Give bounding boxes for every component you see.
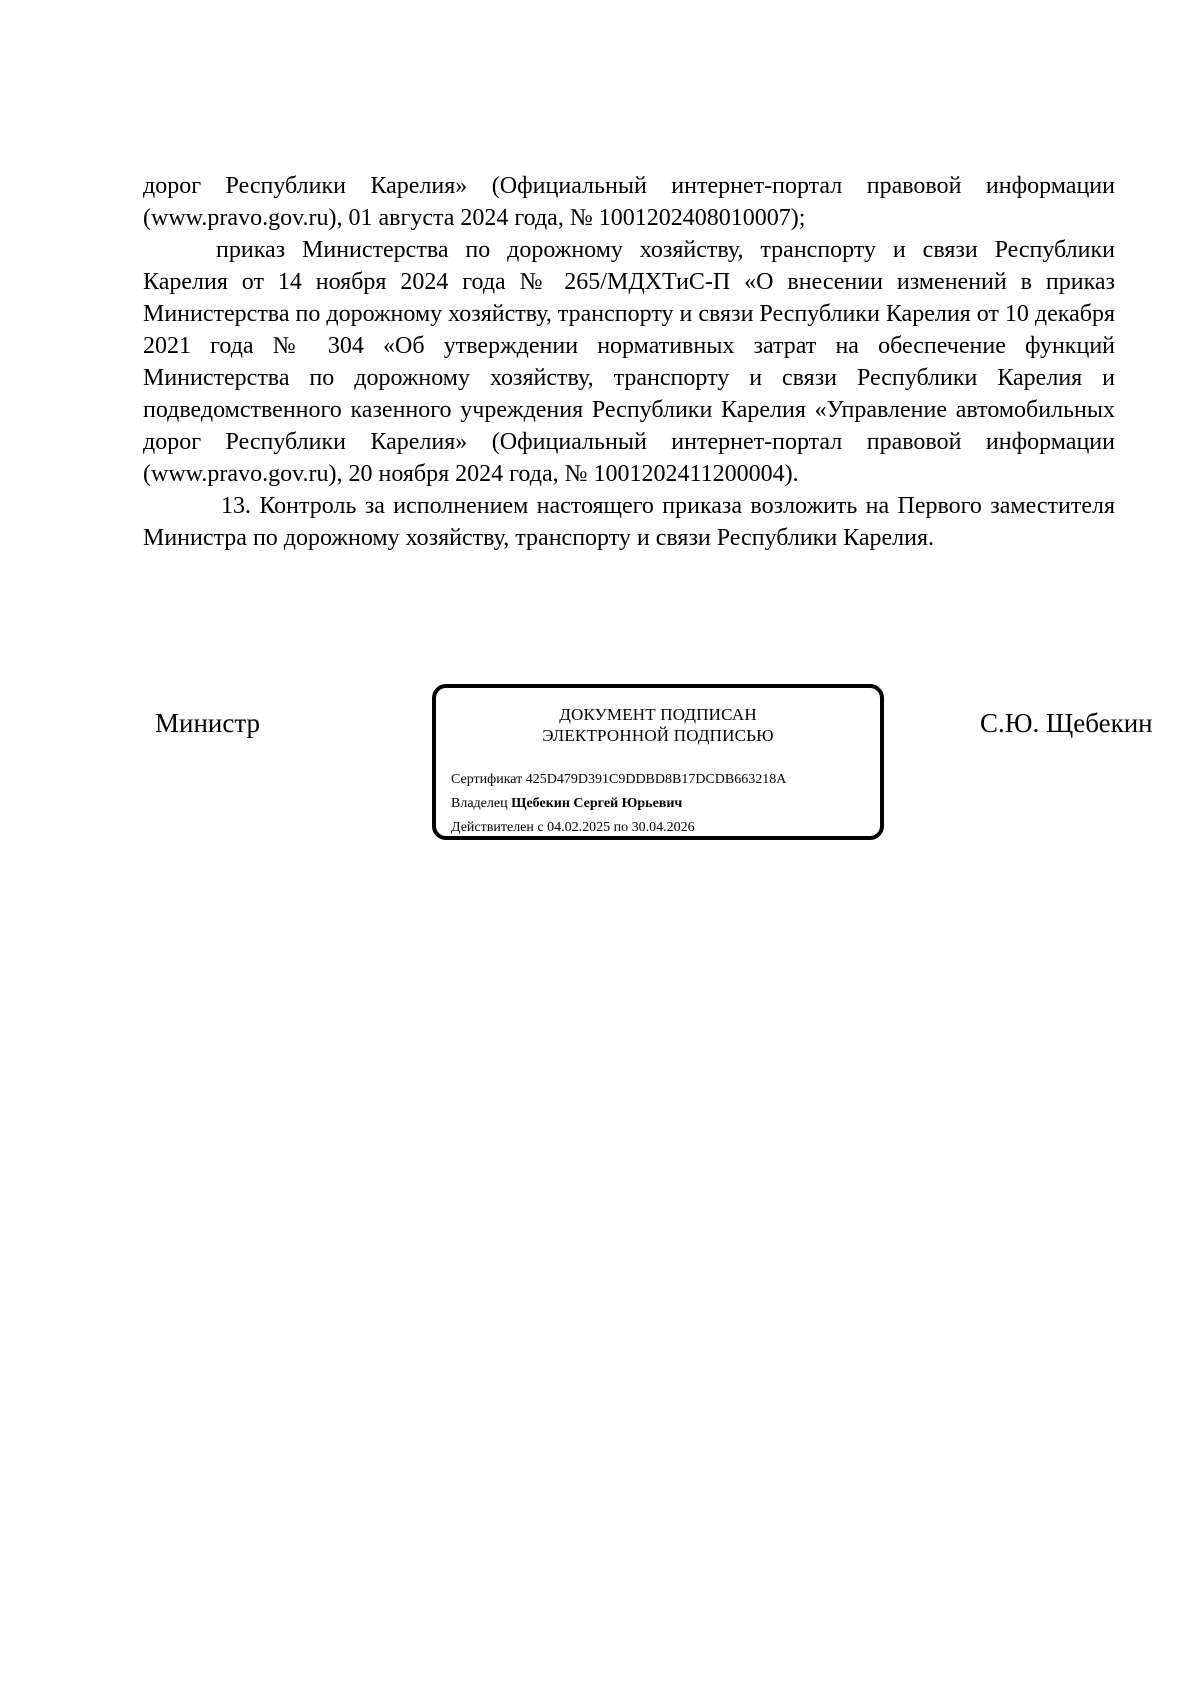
valid-from: 04.02.2025 <box>547 820 611 835</box>
paragraph-item-13: 13. Контроль за исполнением настоящего приказа возложить на Первого заместителя Министра по дорожному хозяйству, транспорту и связи Республики Карелия. <box>143 493 1115 551</box>
paragraph-continuation: дорог Республики Карелия» (Официальный интернет-портал правовой информации (www.pravo.gov.ru), 01 августа 2024 года, № 1001202408010007); <box>143 173 1115 231</box>
valid-to-label: по <box>613 820 629 835</box>
stamp-details <box>451 768 786 840</box>
signer-name: С.Ю. Щебекин <box>980 708 1153 738</box>
owner-label: Владелец <box>451 796 508 811</box>
stamp-certificate-line <box>451 768 786 792</box>
electronic-signature-stamp <box>432 684 884 840</box>
signer-position: Министр <box>155 708 260 738</box>
stamp-header-line-1: ДОКУМЕНТ ПОДПИСАН <box>559 705 757 724</box>
stamp-header-line-2: ЭЛЕКТРОННОЙ ПОДПИСЬЮ <box>542 726 774 745</box>
stamp-header <box>436 704 880 746</box>
certificate-value: 425D479D391C9DDBD8B17DCDB663218A <box>525 772 787 787</box>
certificate-label: Сертификат <box>451 772 523 787</box>
document-body <box>143 170 1115 554</box>
stamp-owner-line <box>451 792 786 816</box>
owner-value: Щебекин Сергей Юрьевич <box>511 796 683 811</box>
stamp-validity-line <box>451 816 786 840</box>
valid-label: Действителен с <box>451 820 544 835</box>
valid-to: 30.04.2026 <box>631 820 695 835</box>
paragraph-order-reference: приказ Министерства по дорожному хозяйству, транспорту и связи Республики Карелия от 14 ноября 2024 года № 265/МДХТиС-П «О внесении изменений в приказ Министерства по дорожному хозяйству, транспорту и связи Республики Карелия от 10 декабря 2021 года № 304 «Об утверждении нормативных затрат на обеспечение функций Министерства по дорожному хозяйству, транспорту и связи Республики Карелия и подведомственного казенного учреждения Республики Карелия «Управление автомобильных дорог Республики Карелия» (Официальный интернет-портал правовой информации (www.pravo.gov.ru), 20 ноября 2024 года, № 1001202411200004). <box>143 237 1115 487</box>
